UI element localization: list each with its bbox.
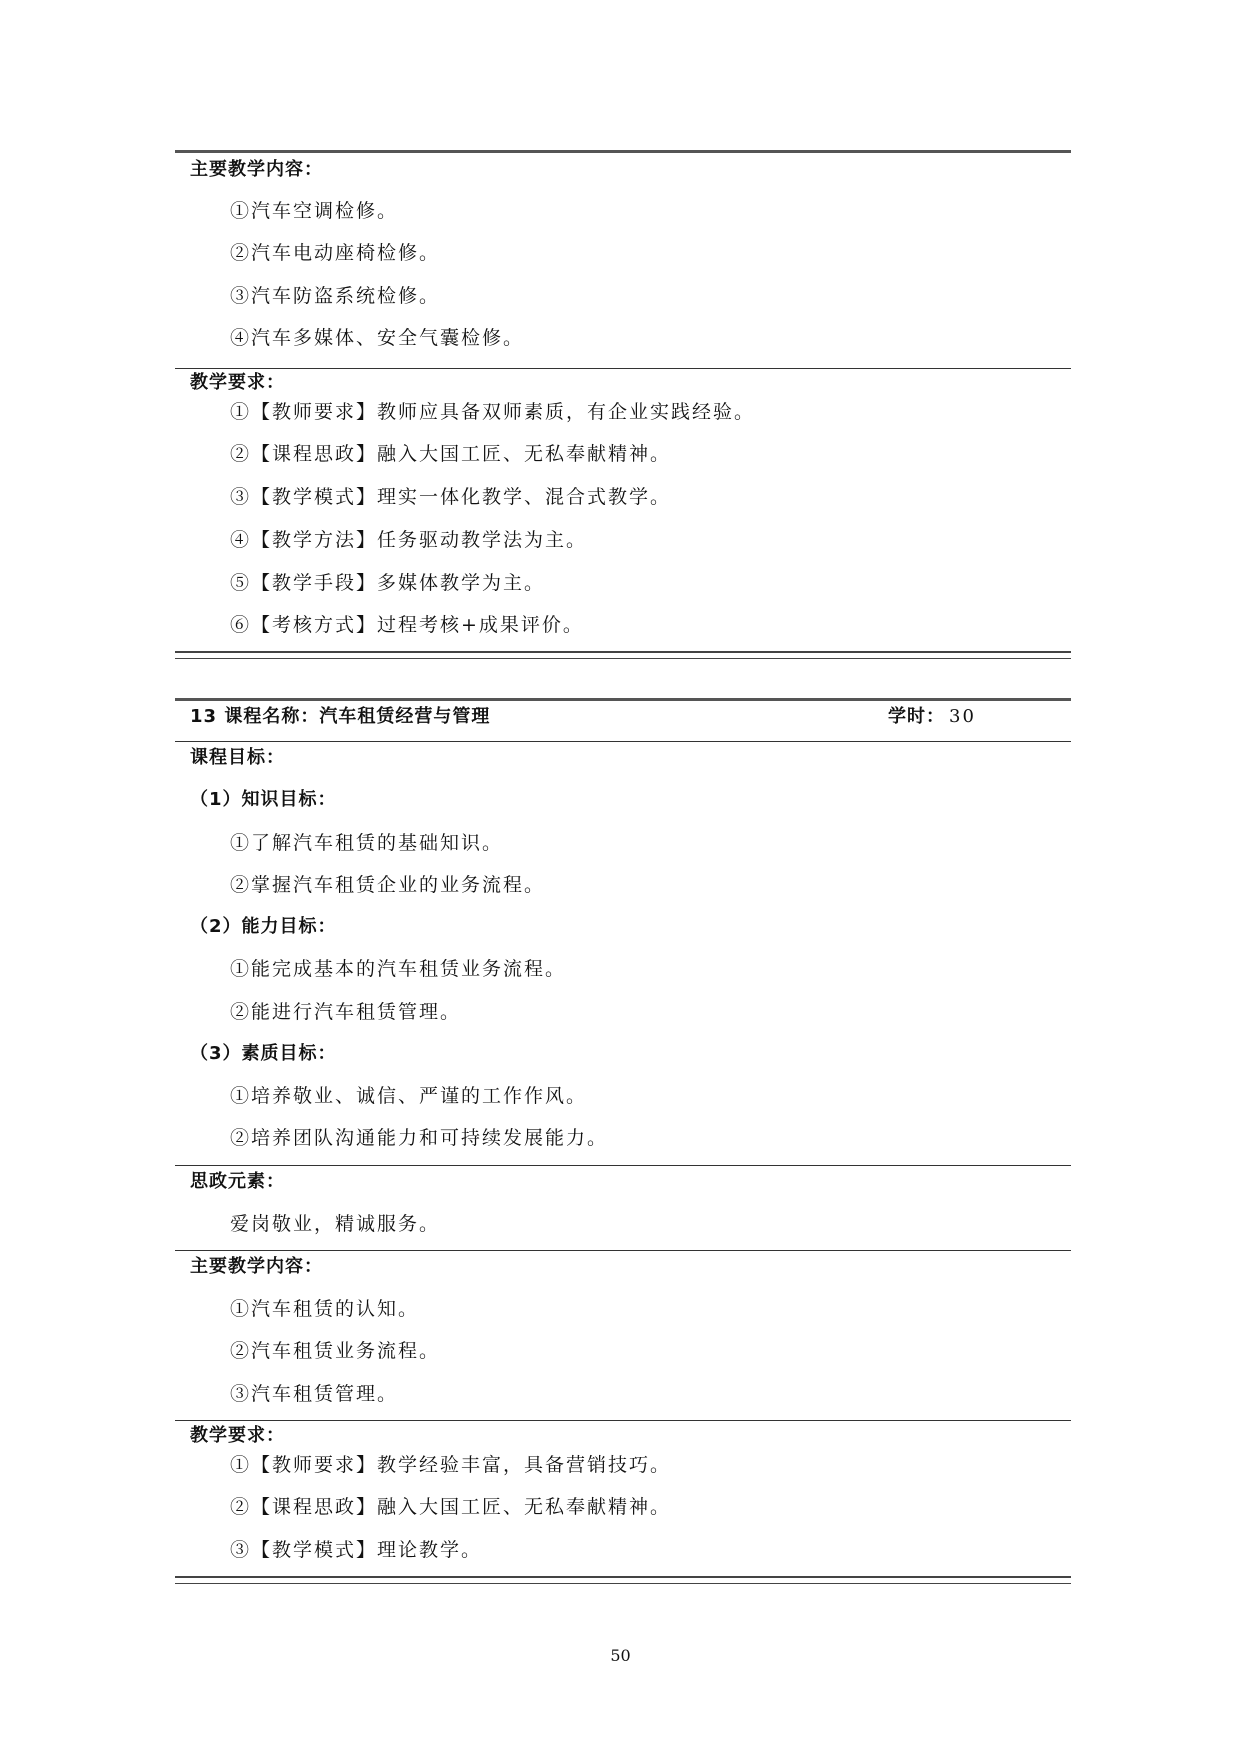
section-rule — [175, 1165, 1071, 1166]
knowledge-item: ①了解汽车租赁的基础知识。 — [230, 832, 504, 854]
requirement-item: ②【课程思政】融入大国工匠、无私奉献精神。 — [230, 443, 672, 465]
ability-item: ①能完成基本的汽车租赁业务流程。 — [230, 958, 567, 980]
top-rule — [175, 150, 1071, 153]
quality-item: ②培养团队沟通能力和可持续发展能力。 — [230, 1127, 609, 1149]
ability-item: ②能进行汽车租赁管理。 — [230, 1001, 462, 1023]
block-end-rule — [175, 651, 1071, 659]
course-top-rule — [175, 698, 1071, 701]
requirement-item: ⑥【考核方式】过程考核+成果评价。 — [230, 614, 584, 636]
requirement-item: ①【教师要求】教师应具备双师素质，有企业实践经验。 — [230, 401, 756, 423]
knowledge-item: ②掌握汽车租赁企业的业务流程。 — [230, 874, 546, 896]
section-rule — [175, 1420, 1071, 1421]
requirement-item: ④【教学方法】任务驱动教学法为主。 — [230, 529, 588, 551]
requirement-item: ③【教学模式】理论教学。 — [230, 1539, 483, 1561]
course-hours-value: 30 — [949, 706, 976, 727]
quality-item: ①培养敬业、诚信、严谨的工作作风。 — [230, 1085, 588, 1107]
requirements-heading: 教学要求： — [190, 372, 285, 393]
content-item: ②汽车电动座椅检修。 — [230, 242, 441, 264]
content-item: ①汽车空调检修。 — [230, 200, 399, 222]
requirement-item: ③【教学模式】理实一体化教学、混合式教学。 — [230, 486, 672, 508]
goals-heading: 课程目标： — [190, 747, 285, 768]
ability-heading: （2）能力目标： — [190, 916, 337, 937]
page-number: 50 — [610, 1646, 631, 1665]
content-item: ④汽车多媒体、安全气囊检修。 — [230, 327, 525, 349]
ideology-heading: 思政元素： — [190, 1171, 285, 1192]
content-item: ②汽车租赁业务流程。 — [230, 1340, 441, 1362]
requirement-item: ①【教师要求】教学经验丰富，具备营销技巧。 — [230, 1454, 672, 1476]
ideology-text: 爱岗敬业，精诚服务。 — [230, 1213, 441, 1235]
knowledge-heading: （1）知识目标： — [190, 789, 337, 810]
content-item: ③汽车租赁管理。 — [230, 1383, 399, 1405]
requirement-item: ⑤【教学手段】多媒体教学为主。 — [230, 572, 546, 594]
content-heading: 主要教学内容： — [190, 159, 323, 180]
section-rule — [175, 1250, 1071, 1251]
requirement-item: ②【课程思政】融入大国工匠、无私奉献精神。 — [230, 1496, 672, 1518]
requirements-heading: 教学要求： — [190, 1425, 285, 1446]
content-item: ①汽车租赁的认知。 — [230, 1298, 420, 1320]
course-hours-label: 学时： — [888, 706, 945, 727]
block-end-rule — [175, 1576, 1071, 1584]
section-rule — [175, 368, 1071, 369]
content-heading: 主要教学内容： — [190, 1256, 323, 1277]
content-item: ③汽车防盗系统检修。 — [230, 285, 441, 307]
title-rule — [175, 741, 1071, 742]
quality-heading: （3）素质目标： — [190, 1043, 337, 1064]
course-title: 13 课程名称：汽车租赁经营与管理 — [190, 706, 491, 727]
